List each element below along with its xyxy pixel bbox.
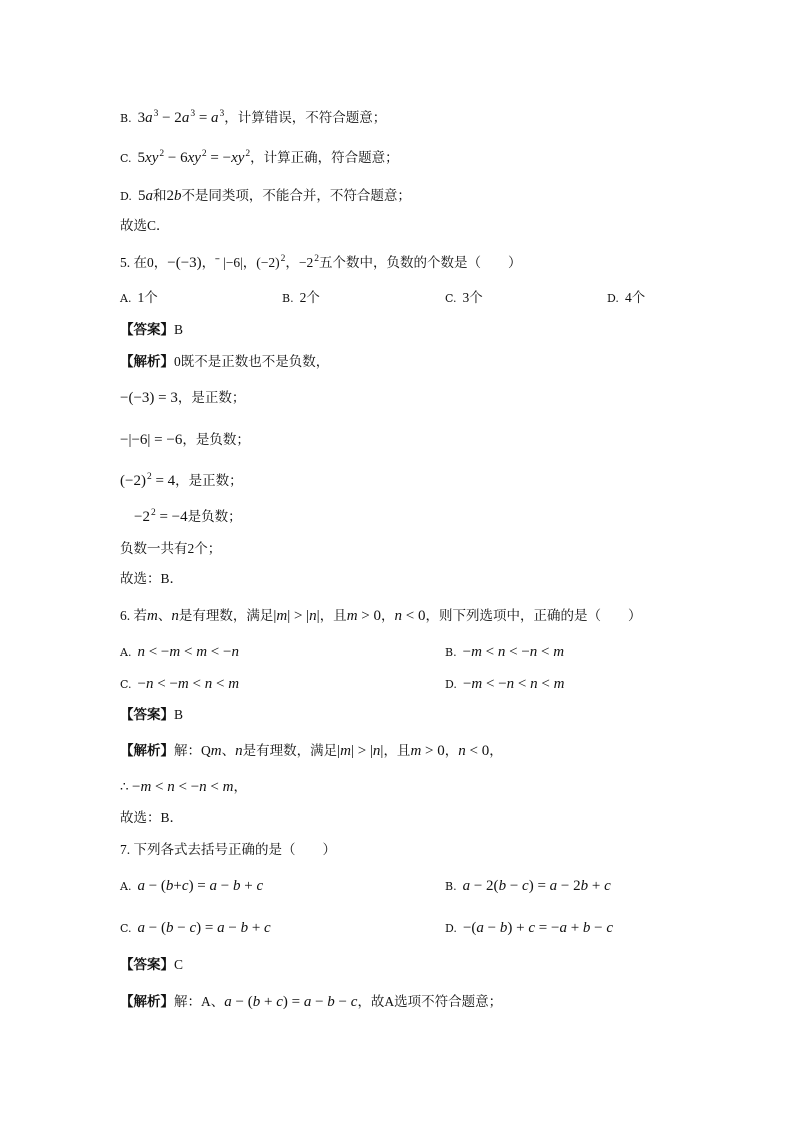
q5-answer: [120, 320, 183, 340]
math-variable: m: [196, 644, 208, 660]
text-run: 是有理数，满足: [178, 608, 274, 623]
text-run: ，: [381, 608, 395, 623]
text-run: 解：A、: [174, 994, 225, 1009]
math-expression: −: [217, 878, 233, 894]
text-run: 故选：B．: [120, 571, 184, 586]
text-run: ，是正数；: [175, 473, 243, 488]
option-label: C.: [120, 922, 132, 935]
q5-option-c: [445, 288, 483, 308]
q6-explanation-line: [120, 741, 503, 761]
superscript: 2: [159, 149, 165, 159]
math-variable: a: [145, 110, 153, 126]
math-expression: < 0: [402, 608, 426, 624]
math-variable: n: [506, 676, 515, 692]
math-variable: n: [137, 644, 145, 660]
option-label: C.: [120, 678, 132, 691]
math-expression: < −: [505, 644, 530, 660]
math-variable: m: [471, 644, 482, 660]
text-run: C: [174, 957, 184, 972]
text-run: ，计算错误，不符合题意；: [224, 110, 387, 125]
math-variable: n: [372, 743, 381, 759]
math-variable: n: [458, 743, 466, 759]
text-run: 3个: [462, 290, 483, 305]
math-expression: |: [380, 743, 384, 759]
q6-conclusion: [120, 808, 183, 828]
math-expression: ) +: [507, 920, 529, 936]
q6-option-c: [120, 674, 239, 694]
math-variable: a: [476, 920, 484, 936]
math-variable: m: [340, 743, 351, 759]
math-expression: | > |: [287, 608, 310, 624]
math-variable: b: [165, 878, 174, 894]
superscript: 2: [146, 472, 152, 482]
text-run: 、: [157, 608, 172, 623]
math-expression: = 4: [151, 473, 176, 489]
math-expression: > 0: [421, 743, 445, 759]
text-run: ，: [233, 779, 247, 794]
math-variable: n: [394, 608, 402, 624]
math-expression: −(: [462, 920, 477, 936]
math-variable: a: [217, 920, 225, 936]
math-expression: < −: [174, 779, 200, 795]
bold-label: 【解析】: [120, 743, 174, 758]
math-expression: = −4: [155, 509, 188, 525]
q6-explanation-line: [120, 777, 247, 797]
math-expression: =: [195, 110, 212, 126]
math-variable: c: [189, 920, 197, 936]
math-expression: −: [137, 676, 146, 692]
q7-answer: [120, 955, 183, 975]
math-expression: ) =: [196, 920, 218, 936]
math-expression: 5: [137, 150, 146, 166]
q5-explanation-line: [120, 388, 245, 408]
math-variable: c: [522, 878, 529, 894]
math-variable: m: [228, 676, 240, 692]
q5-option-d: [607, 288, 645, 308]
math-variable: n: [231, 644, 239, 660]
math-variable: m: [346, 608, 358, 624]
math-expression: − (: [231, 994, 253, 1010]
text-run: 五个数中，负数的个数是（ ）: [319, 255, 522, 270]
math-variable: n: [146, 676, 154, 692]
text-run: ，且: [383, 743, 411, 758]
math-variable: b: [582, 920, 591, 936]
math-expression: − 6: [164, 150, 188, 166]
math-expression: −: [506, 878, 523, 894]
math-variable: b: [499, 920, 508, 936]
math-expression: <: [180, 644, 197, 660]
math-expression: > 0: [357, 608, 381, 624]
math-variable: m: [177, 676, 189, 692]
math-expression: 3: [137, 110, 146, 126]
text-run: ，是负数；: [182, 432, 250, 447]
math-variable: c: [264, 920, 271, 936]
q7-stem: [120, 840, 336, 860]
math-expression: −: [311, 994, 328, 1010]
math-expression: 5: [137, 188, 146, 204]
text-run: ，计算正确，符合题意；: [250, 150, 399, 165]
math-expression: +: [566, 920, 583, 936]
text-run: ，: [444, 743, 459, 758]
math-expression: − (: [145, 920, 166, 936]
text-run: 7. 下列各式去括号正确的是（ ）: [120, 842, 336, 857]
math-variable: a: [181, 110, 190, 126]
math-variable: n: [171, 608, 179, 624]
bold-label: 【解析】: [120, 994, 174, 1009]
math-variable: b: [173, 188, 182, 204]
text-run: 5. 在0，: [120, 255, 168, 270]
math-variable: m: [222, 779, 234, 795]
option-label: B.: [120, 112, 132, 125]
superscript: 2: [314, 254, 320, 264]
math-variable: m: [276, 608, 288, 624]
math-variable: c: [256, 878, 264, 894]
text-run: 不是同类项，不能合并，不符合题意；: [181, 188, 411, 203]
math-expression: ) =: [188, 878, 210, 894]
superscript: 2: [150, 508, 156, 518]
q7-option-c: [120, 918, 271, 938]
text-run: 0既不是正数也不是负数，: [174, 354, 330, 369]
math-variable: m: [210, 743, 222, 759]
math-variable: b: [240, 920, 249, 936]
superscript: 2: [280, 254, 286, 264]
math-variable: n: [204, 676, 213, 692]
math-expression: < −: [482, 676, 507, 692]
q7-explanation-line: [120, 992, 502, 1012]
option-label: D.: [607, 292, 619, 305]
math-variable: a: [137, 878, 145, 894]
text-run: 解：Q: [174, 743, 211, 758]
math-expression: −: [590, 920, 607, 936]
text-run: ，且: [319, 608, 347, 623]
math-expression: −: [462, 676, 472, 692]
math-expression: +: [240, 878, 257, 894]
superscript: 2: [245, 149, 251, 159]
q4-option-d-analysis: [120, 186, 411, 206]
q6-stem: [120, 606, 641, 626]
option-label: A.: [120, 880, 132, 893]
math-variable: a: [137, 920, 146, 936]
q4-option-c-analysis: [120, 148, 399, 168]
math-expression: −|−6| = −6: [120, 432, 183, 448]
math-variable: n: [529, 644, 538, 660]
option-label: A.: [120, 292, 132, 305]
math-variable: m: [169, 644, 181, 660]
text-run: ，ˉ |−6|，(−2): [201, 255, 280, 270]
math-expression: −: [224, 920, 241, 936]
text-run: 2个: [299, 290, 320, 305]
math-expression: − (: [144, 878, 166, 894]
q6-option-a: [120, 642, 239, 662]
math-expression: = −: [535, 920, 560, 936]
math-variable: m: [471, 676, 483, 692]
math-expression: +: [260, 994, 277, 1010]
math-expression: −: [462, 644, 472, 660]
option-label: B.: [445, 646, 457, 659]
text-run: 4个: [624, 290, 646, 305]
math-expression: <: [514, 676, 531, 692]
math-variable: b: [166, 920, 174, 936]
math-variable: m: [140, 779, 152, 795]
math-variable: a: [549, 878, 558, 894]
math-expression: <: [212, 676, 229, 692]
text-run: ∴: [120, 779, 132, 794]
math-variable: n: [309, 608, 317, 624]
math-expression: < 0: [465, 743, 490, 759]
math-variable: b: [580, 878, 589, 894]
q5-explanation-line: [134, 507, 242, 527]
q4-conclusion: [120, 216, 170, 236]
superscript: 3: [153, 109, 159, 119]
text-run: ，则下列选项中，正确的是（ ）: [425, 608, 642, 623]
math-expression: < −: [153, 676, 178, 692]
q5-conclusion: [120, 569, 183, 589]
q5-option-b: [282, 288, 320, 308]
math-expression: −(−3) = 3: [120, 390, 178, 406]
math-variable: a: [209, 878, 218, 894]
option-label: C.: [445, 292, 457, 305]
q5-explanation-line: [120, 352, 329, 372]
q5-option-a: [120, 288, 158, 308]
text-run: 负数一共有2个；: [120, 541, 222, 556]
bold-label: 【解析】: [120, 354, 174, 369]
math-expression: 2: [166, 188, 174, 204]
math-variable: xy: [145, 150, 159, 166]
text-run: 是负数；: [187, 509, 242, 524]
math-expression: | > |: [350, 743, 373, 759]
math-variable: a: [303, 994, 312, 1010]
math-expression: <: [206, 779, 223, 795]
text-run: ，是正数；: [177, 390, 246, 405]
bold-label: 【答案】: [120, 957, 174, 972]
math-variable: n: [530, 676, 538, 692]
math-expression: (−2): [120, 473, 146, 489]
math-expression: −: [483, 920, 500, 936]
math-expression: <: [188, 676, 205, 692]
text-run: 故选C．: [120, 218, 170, 233]
math-expression: +: [248, 920, 265, 936]
text-run: B: [174, 322, 184, 337]
q5-explanation-line: [120, 471, 243, 491]
math-expression: <: [537, 644, 554, 660]
math-expression: <: [151, 779, 168, 795]
math-variable: a: [145, 188, 153, 204]
math-expression: − 2(: [470, 878, 499, 894]
math-variable: m: [147, 608, 158, 624]
math-expression: <: [537, 676, 554, 692]
text-run: 和: [152, 188, 167, 203]
math-expression: ) =: [282, 994, 304, 1010]
q7-option-b: [445, 876, 611, 896]
q5-stem: [120, 253, 522, 273]
math-variable: a: [211, 110, 219, 126]
math-expression: |: [273, 608, 277, 624]
math-expression: < −: [207, 644, 232, 660]
math-variable: n: [235, 743, 243, 759]
bold-label: 【答案】: [120, 707, 174, 722]
option-label: C.: [120, 152, 132, 165]
superscript: 3: [190, 109, 196, 119]
math-expression: −: [131, 779, 141, 795]
math-expression: = −: [206, 150, 232, 166]
math-expression: <: [481, 644, 498, 660]
math-variable: n: [167, 779, 175, 795]
math-variable: b: [327, 994, 335, 1010]
q7-option-a: [120, 876, 263, 896]
math-expression: +: [588, 878, 605, 894]
math-variable: m: [553, 644, 565, 660]
math-expression: − 2: [557, 878, 581, 894]
text-run: ，故A选项不符合题意；: [357, 994, 503, 1009]
q6-option-d: [445, 674, 564, 694]
math-variable: a: [224, 994, 232, 1010]
text-run: 、: [221, 743, 236, 758]
math-variable: b: [498, 878, 507, 894]
math-expression: −: [334, 994, 351, 1010]
math-variable: c: [606, 920, 614, 936]
math-variable: b: [252, 994, 261, 1010]
math-variable: c: [528, 920, 536, 936]
math-variable: m: [410, 743, 422, 759]
math-expression: |: [337, 743, 341, 759]
math-variable: xy: [231, 150, 245, 166]
math-expression: < −: [144, 644, 170, 660]
text-run: 6. 若: [120, 608, 147, 623]
superscript: 2: [201, 149, 207, 159]
superscript: 3: [219, 109, 225, 119]
math-variable: n: [199, 779, 207, 795]
q5-explanation-line: [120, 430, 250, 450]
math-variable: b: [233, 878, 241, 894]
option-label: D.: [445, 678, 457, 691]
text-run: ，: [489, 743, 503, 758]
math-expression: − 2: [158, 110, 182, 126]
q4-option-b-analysis: [120, 108, 386, 128]
math-variable: xy: [187, 150, 201, 166]
math-variable: n: [497, 644, 506, 660]
math-expression: +: [173, 878, 182, 894]
text-run: 是有理数，满足: [242, 743, 338, 758]
q7-option-d: [445, 918, 613, 938]
text-run: 故选：B．: [120, 810, 184, 825]
math-variable: a: [559, 920, 567, 936]
option-label: B.: [282, 292, 294, 305]
math-expression: −(−3): [167, 255, 202, 271]
q6-option-b: [445, 642, 564, 662]
option-label: A.: [120, 646, 132, 659]
option-label: D.: [445, 922, 457, 935]
math-variable: c: [604, 878, 611, 894]
bold-label: 【答案】: [120, 322, 174, 337]
text-run: ，−2: [285, 255, 314, 270]
math-expression: −: [173, 920, 190, 936]
math-expression: |: [316, 608, 320, 624]
math-variable: c: [181, 878, 189, 894]
math-variable: c: [350, 994, 358, 1010]
option-label: B.: [445, 880, 457, 893]
math-variable: m: [553, 676, 565, 692]
math-expression: −2: [134, 509, 150, 525]
text-run: B: [174, 707, 184, 722]
q5-explanation-line: [120, 539, 221, 559]
math-variable: a: [462, 878, 471, 894]
math-expression: ) =: [528, 878, 550, 894]
math-variable: c: [276, 994, 283, 1010]
text-run: 1个: [137, 290, 158, 305]
q6-answer: [120, 705, 183, 725]
option-label: D.: [120, 190, 132, 203]
